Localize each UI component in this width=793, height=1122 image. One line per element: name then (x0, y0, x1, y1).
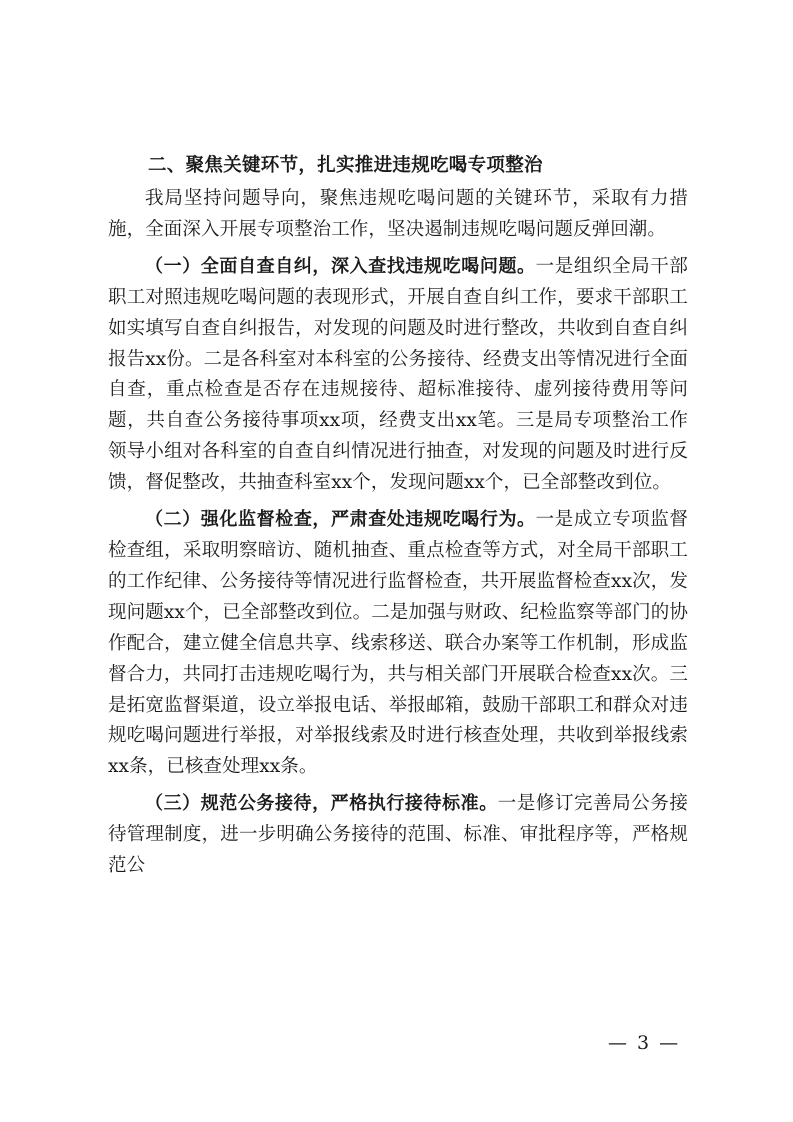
item-text-2: 一是成立专项监督检查组，采取明察暗访、随机抽查、重点检查等方式，对全局干部职工的工作纪律、公务接待等情况进行监督检查，共开展监督检查xx次，发现问题xx个，已全部整改到位。二是加强与财政、纪检监察等部门的协作配合，建立健全信息共享、线索移送、联合办案等工作机制，形成监督合力，共同打击违规吃喝行为，共与相关部门开展联合检查xx次。三是拓宽监督渠道，设立举报电话、举报邮箱，鼓励干部职工和群众对违规吃喝问题进行举报，对举报线索及时进行核查处理，共收到举报线索xx条，已核查处理xx条。 (108, 509, 688, 778)
item-text-3: 一是修订完善局公务接待管理制度，进一步明确公务接待的范围、标准、审批程序等，严格规范公 (108, 793, 688, 877)
page-number: — 3 — (608, 1032, 681, 1054)
item-paragraph-3 (108, 789, 688, 882)
item-text-1: 一是组织全局干部职工对照违规吃喝问题的表现形式，开展自查自纠工作，要求干部职工如实填写自查自纠报告，对发现的问题及时进行整改，共收到自查自纠报告xx份。二是各科室对本科室的公务接待、经费支出等情况进行全面自查，重点检查是否存在违规接待、超标准接待、虚列接待费用等问题，共自查公务接待事项xx项，经费支出xx笔。三是局专项整治工作领导小组对各科室的自查自纠情况进行抽查，对发现的问题及时进行反馈，督促整改，共抽查科室xx个，发现问题xx个，已全部整改到位。 (108, 255, 688, 494)
section-heading: 二、聚焦关键环节，扎实推进违规吃喝专项整治 (148, 155, 543, 176)
document-body (108, 184, 688, 888)
item-lead-1: （一）全面自查自纠，深入查找违规吃喝问题。 (145, 255, 536, 277)
item-lead-3: （三）规范公务接待，严格执行接待标准。 (145, 793, 498, 815)
item-lead-2: （二）强化监督检查，严肃查处违规吃喝行为。 (145, 509, 536, 531)
intro-paragraph: 我局坚持问题导向，聚焦违规吃喝问题的关键环节，采取有力措施，全面深入开展专项整治工作，坚决遏制违规吃喝问题反弹回潮。 (108, 188, 688, 240)
item-paragraph-1 (108, 252, 688, 499)
item-paragraph-2 (108, 505, 688, 783)
